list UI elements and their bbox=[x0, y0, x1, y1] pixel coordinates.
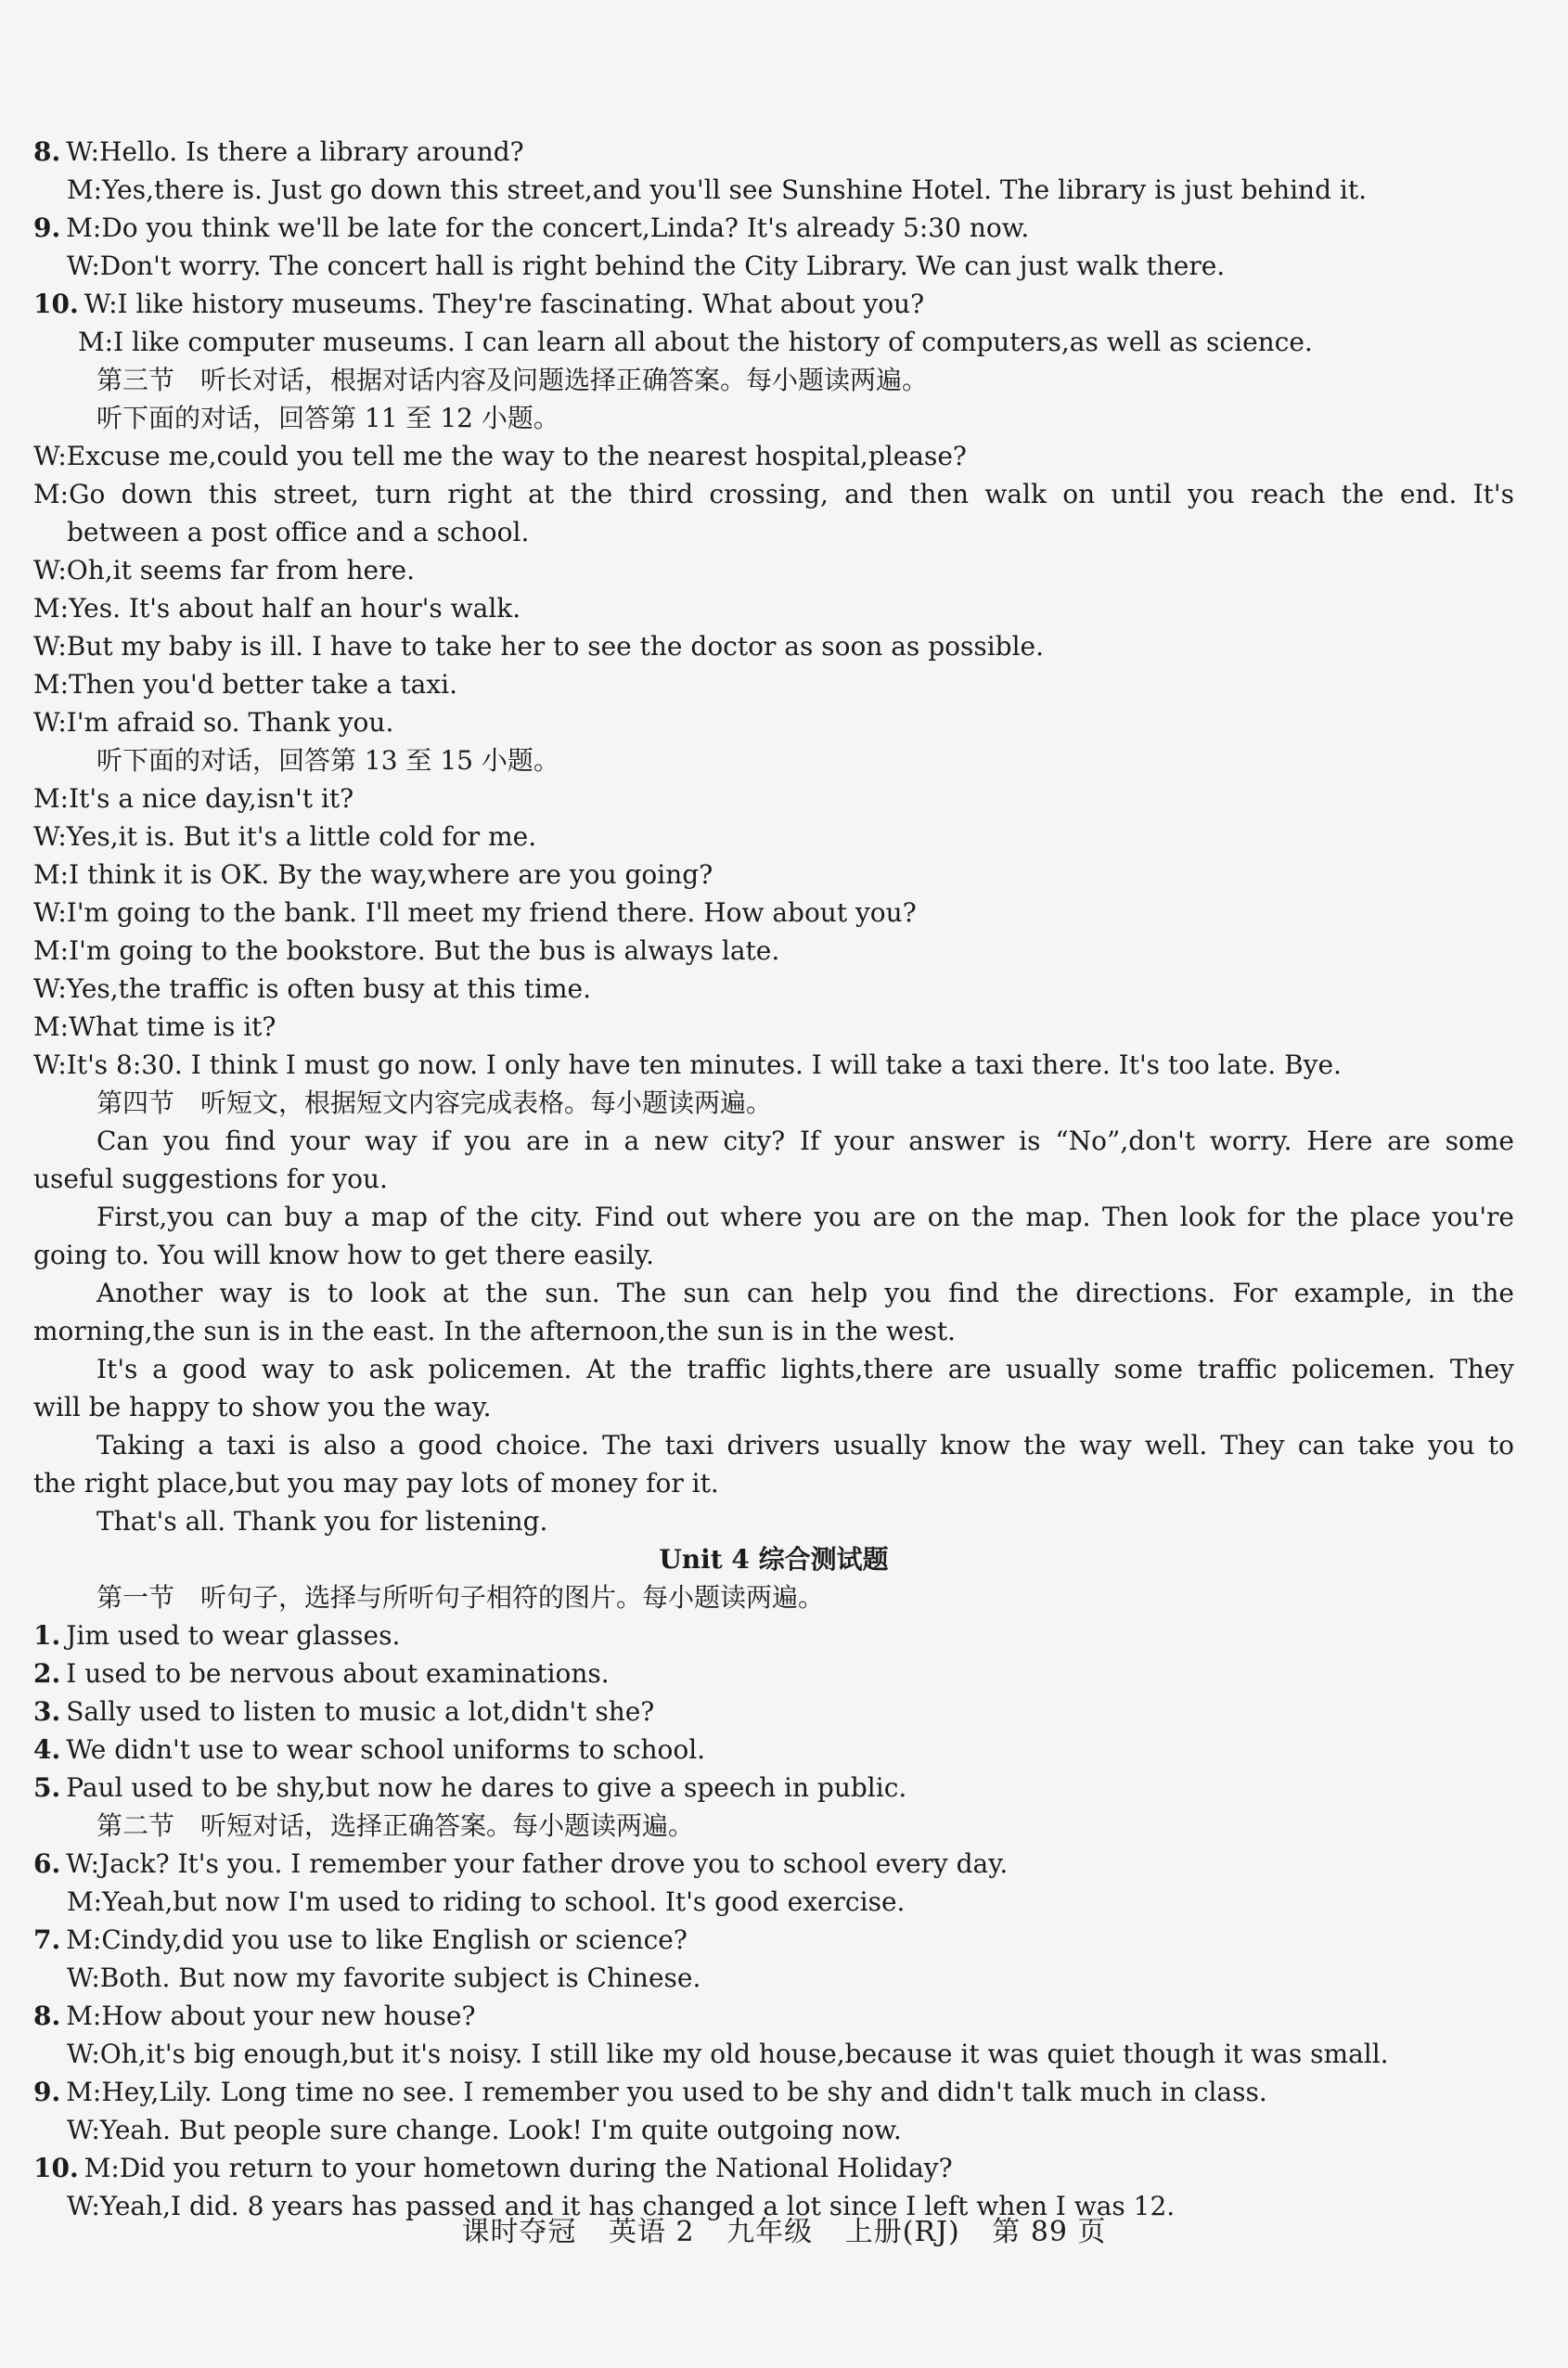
line-text: W:Yes,the traffic is often busy at this time. bbox=[33, 973, 592, 1004]
line-text: W:I'm going to the bank. I'll meet my friend there. How about you? bbox=[33, 897, 917, 928]
line-text: 第二节 听短对话，选择正确答案。每小题读两遍。 bbox=[96, 1810, 695, 1841]
text-line bbox=[33, 323, 1514, 361]
text-line bbox=[33, 703, 1514, 741]
item-number: 9. bbox=[33, 2077, 61, 2107]
text-line bbox=[33, 1692, 1514, 1731]
item-number: 6. bbox=[33, 1848, 61, 1879]
text-line bbox=[33, 1274, 1514, 1312]
section-heading bbox=[33, 741, 1514, 779]
text-line bbox=[33, 209, 1514, 247]
text-line bbox=[33, 589, 1514, 627]
text-line bbox=[33, 1731, 1514, 1769]
line-text: W:Oh,it's big enough,but it's noisy. I still like my old house,because it was quiet though it was small. bbox=[67, 2039, 1389, 2069]
text-line bbox=[33, 437, 1514, 475]
line-text: First,you can buy a map of the city. Find out where you are on the map. Then look for the place you're bbox=[96, 1202, 1514, 1232]
line-text: M:Did you return to your hometown during the National Holiday? bbox=[84, 2153, 953, 2183]
text-line bbox=[33, 856, 1514, 894]
text-line bbox=[33, 1046, 1514, 1084]
text-line bbox=[33, 1464, 1514, 1502]
line-text: M:Do you think we'll be late for the concert,Linda? It's already 5:30 now. bbox=[66, 212, 1030, 243]
text-line bbox=[33, 665, 1514, 703]
text-line bbox=[33, 2073, 1514, 2111]
text-line bbox=[33, 627, 1514, 665]
text-line bbox=[33, 1160, 1514, 1198]
text-line bbox=[33, 247, 1514, 285]
item-number: 2. bbox=[33, 1658, 61, 1689]
text-line bbox=[33, 1350, 1514, 1388]
item-number: 9. bbox=[33, 212, 61, 243]
line-text: 第一节 听句子，选择与所听句子相符的图片。每小题读两遍。 bbox=[96, 1582, 825, 1613]
footer-page-number: 第 89 页 bbox=[992, 2216, 1107, 2248]
section-heading bbox=[33, 361, 1514, 399]
line-text: M:Yeah,but now I'm used to riding to school. It's good exercise. bbox=[67, 1886, 906, 1917]
text-line bbox=[33, 1654, 1514, 1692]
text-line bbox=[33, 475, 1514, 513]
line-text: It's a good way to ask policemen. At the traffic lights,there are usually some traffic policemen. They bbox=[96, 1354, 1514, 1384]
text-line bbox=[33, 513, 1514, 551]
text-line bbox=[33, 1845, 1514, 1883]
line-text: 第四节 听短文，根据短文内容完成表格。每小题读两遍。 bbox=[96, 1087, 773, 1118]
line-text: W:Oh,it seems far from here. bbox=[33, 555, 415, 586]
item-number: 8. bbox=[33, 2001, 61, 2031]
line-text: M:It's a nice day,isn't it? bbox=[33, 783, 354, 814]
text-line bbox=[33, 1122, 1514, 1160]
line-text: will be happy to show you the way. bbox=[33, 1392, 492, 1422]
line-text: Unit 4 综合测试题 bbox=[659, 1544, 889, 1575]
text-line bbox=[33, 2111, 1514, 2149]
line-text: W:It's 8:30. I think I must go now. I only have ten minutes. I will take a taxi there. It's too late. Bye. bbox=[33, 1049, 1342, 1080]
text-line bbox=[33, 1502, 1514, 1540]
text-line bbox=[33, 779, 1514, 817]
line-text: W:Yeah,I did. 8 years has passed and it has changed a lot since I left when I was 12. bbox=[67, 2191, 1176, 2221]
text-line bbox=[33, 2035, 1514, 2073]
text-line bbox=[33, 1198, 1514, 1236]
line-text: Sally used to listen to music a lot,didn't she? bbox=[66, 1696, 655, 1727]
line-text: M:How about your new house? bbox=[66, 2001, 476, 2031]
section-heading bbox=[33, 1807, 1514, 1845]
text-line bbox=[33, 1883, 1514, 1921]
line-text: M:I'm going to the bookstore. But the bus is always late. bbox=[33, 935, 780, 966]
text-line bbox=[33, 1959, 1514, 1997]
line-text: W:Yeah. But people sure change. Look! I'm quite outgoing now. bbox=[67, 2115, 902, 2145]
footer-book-title: 课时夺冠 bbox=[461, 2216, 577, 2248]
line-text: W:Jack? It's you. I remember your father drove you to school every day. bbox=[66, 1848, 1009, 1879]
line-text: M:Go down this street, turn right at the third crossing, and then walk on until you reach the end. It's bbox=[33, 479, 1514, 509]
text-line bbox=[33, 1236, 1514, 1274]
line-text: Taking a taxi is also a good choice. The taxi drivers usually know the way well. They can take you to bbox=[96, 1430, 1514, 1461]
text-line bbox=[33, 133, 1514, 171]
section-heading bbox=[33, 1578, 1514, 1616]
line-text: M:I like computer museums. I can learn all about the history of computers,as well as science. bbox=[78, 327, 1313, 357]
line-text: Jim used to wear glasses. bbox=[66, 1620, 401, 1651]
line-text: Paul used to be shy,but now he dares to give a speech in public. bbox=[66, 1772, 907, 1803]
unit-title bbox=[33, 1540, 1514, 1578]
text-line bbox=[33, 817, 1514, 856]
line-text: We didn't use to wear school uniforms to school. bbox=[66, 1734, 706, 1765]
line-text: W:Excuse me,could you tell me the way to the nearest hospital,please? bbox=[33, 441, 967, 471]
line-text: going to. You will know how to get there easily. bbox=[33, 1240, 654, 1270]
text-line bbox=[33, 1312, 1514, 1350]
text-line bbox=[33, 171, 1514, 209]
line-text: W:Hello. Is there a library around? bbox=[66, 136, 524, 167]
line-text: M:Then you'd better take a taxi. bbox=[33, 669, 457, 700]
line-text: W:I'm afraid so. Thank you. bbox=[33, 707, 394, 738]
footer-subject: 英语 2 bbox=[609, 2216, 695, 2248]
line-text: M:I think it is OK. By the way,where are you going? bbox=[33, 859, 713, 890]
line-text: M:Yes,there is. Just go down this street,and you'll see Sunshine Hotel. The library is just behind it. bbox=[67, 174, 1368, 205]
item-number: 3. bbox=[33, 1696, 61, 1727]
line-text: useful suggestions for you. bbox=[33, 1164, 388, 1194]
line-text: M:Cindy,did you use to like English or science? bbox=[66, 1924, 688, 1955]
item-number: 8. bbox=[33, 136, 61, 167]
line-text: 听下面的对话，回答第 13 至 15 小题。 bbox=[96, 745, 559, 776]
item-number: 10. bbox=[33, 289, 79, 319]
line-text: W:But my baby is ill. I have to take her to see the doctor as soon as possible. bbox=[33, 631, 1045, 662]
line-text: morning,the sun is in the east. In the afternoon,the sun is in the west. bbox=[33, 1316, 956, 1346]
item-number: 1. bbox=[33, 1620, 61, 1651]
footer-grade: 九年级 bbox=[726, 2216, 814, 2248]
text-line bbox=[33, 1426, 1514, 1464]
text-line bbox=[33, 2149, 1514, 2187]
text-line bbox=[33, 1388, 1514, 1426]
text-line bbox=[33, 1769, 1514, 1807]
text-line bbox=[33, 285, 1514, 323]
text-line bbox=[33, 1008, 1514, 1046]
text-line bbox=[33, 932, 1514, 970]
text-line bbox=[33, 1997, 1514, 2035]
page-footer bbox=[0, 2208, 1568, 2249]
line-text: W:Yes,it is. But it's a little cold for me. bbox=[33, 821, 537, 852]
text-line bbox=[33, 970, 1514, 1008]
line-text: I used to be nervous about examinations. bbox=[66, 1658, 610, 1689]
line-text: That's all. Thank you for listening. bbox=[96, 1506, 548, 1537]
section-heading bbox=[33, 399, 1514, 437]
text-line bbox=[33, 894, 1514, 932]
item-number: 4. bbox=[33, 1734, 61, 1765]
section-heading bbox=[33, 1084, 1514, 1122]
line-text: W:Don't worry. The concert hall is right behind the City Library. We can just walk there. bbox=[67, 251, 1226, 281]
line-text: W:Both. But now my favorite subject is Chinese. bbox=[67, 1963, 701, 1993]
listening-script-text bbox=[33, 133, 1514, 2225]
item-number: 7. bbox=[33, 1924, 61, 1955]
line-text: 听下面的对话，回答第 11 至 12 小题。 bbox=[96, 403, 559, 433]
footer-volume: 上册(RJ) bbox=[844, 2216, 960, 2248]
line-text: W:I like history museums. They're fascinating. What about you? bbox=[84, 289, 925, 319]
line-text: Can you find your way if you are in a new city? If your answer is “No”,don't worry. Here are some bbox=[96, 1126, 1514, 1156]
line-text: Another way is to look at the sun. The sun can help you find the directions. For example, in the bbox=[96, 1278, 1514, 1308]
line-text: the right place,but you may pay lots of money for it. bbox=[33, 1468, 719, 1499]
item-number: 5. bbox=[33, 1772, 61, 1803]
line-text: 第三节 听长对话，根据对话内容及问题选择正确答案。每小题读两遍。 bbox=[96, 365, 929, 395]
line-text: M:Yes. It's about half an hour's walk. bbox=[33, 593, 521, 624]
line-text: M:What time is it? bbox=[33, 1011, 276, 1042]
item-number: 10. bbox=[33, 2153, 79, 2183]
line-text: M:Hey,Lily. Long time no see. I remember you used to be shy and didn't talk much in class. bbox=[66, 2077, 1267, 2107]
text-line bbox=[33, 1921, 1514, 1959]
line-text: between a post office and a school. bbox=[67, 517, 530, 547]
text-line bbox=[33, 551, 1514, 589]
text-line bbox=[33, 1616, 1514, 1654]
